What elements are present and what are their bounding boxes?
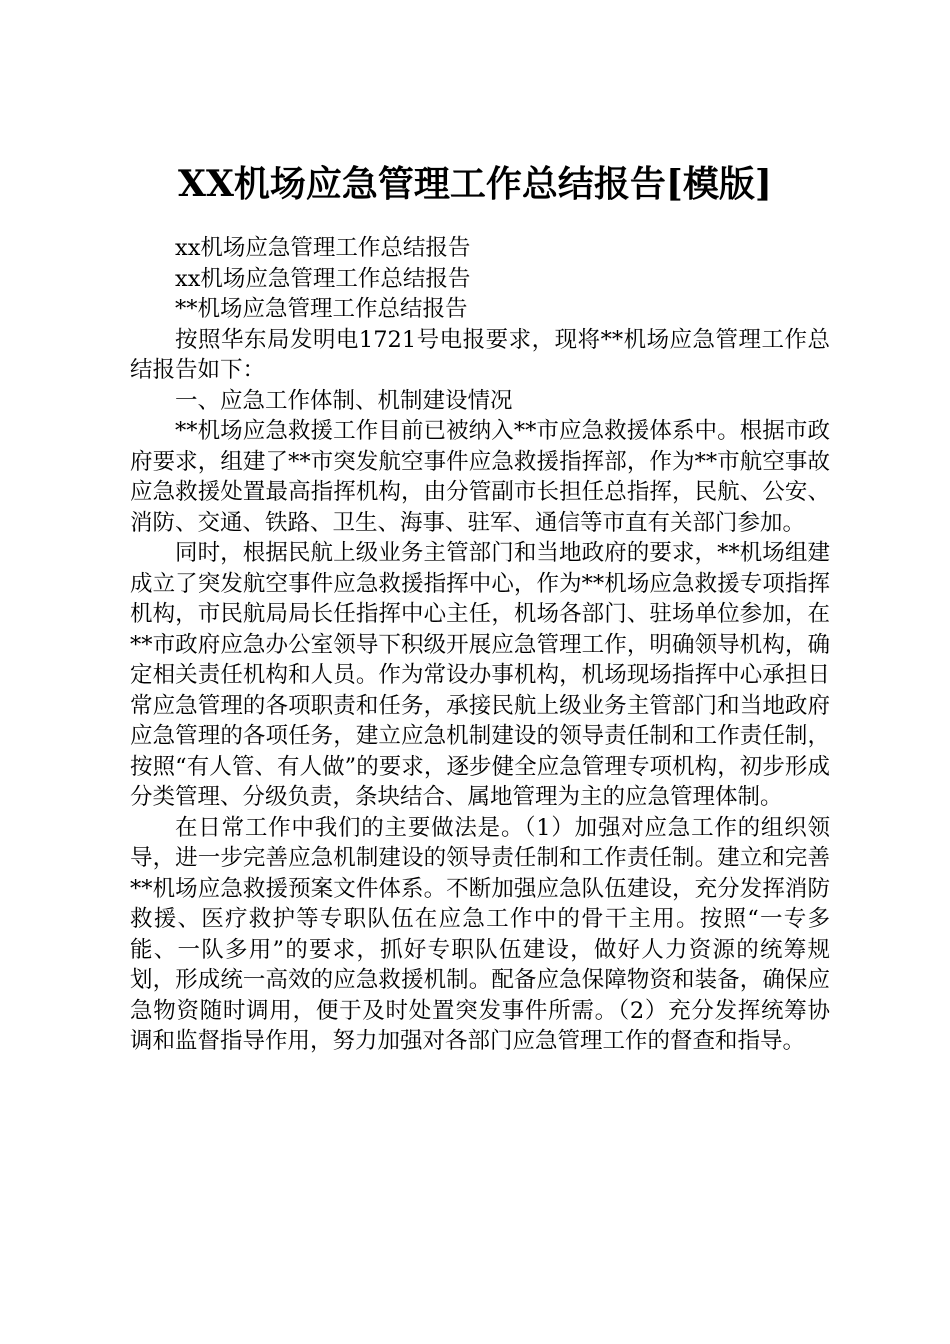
- body-paragraph: 在日常工作中我们的主要做法是。（1）加强对应急工作的组织领导，进一步完善应急机制建设的领导责任制和工作责任制。建立和完善**机场应急救援预案文件体系。不断加强应急队伍建设，充分发挥消防救援、医疗救护等专职队伍在应急工作中的骨干主用。按照“一专多能、一队多用”的要求，抓好专职队伍建设，做好人力资源的统筹规划，形成统一高效的应急救援机制。配备应急保障物资和装备，确保应急物资随时调用，便于及时处置突发事件所需。（2）充分发挥统筹协调和监督指导作用，努力加强对各部门应急管理工作的督查和指导。: [130, 814, 830, 1054]
- intro-paragraph: 按照华东局发明电1721号电报要求，现将**机场应急管理工作总结报告如下：: [130, 326, 830, 383]
- heading-line-1: xx机场应急管理工作总结报告: [175, 235, 471, 261]
- document-body: [130, 233, 830, 1057]
- body-paragraph: **机场应急救援工作目前已被纳入**市应急救援体系中。根据市政府要求，组建了**市突发航空事件应急救援指挥部，作为**市航空事故应急救援处置最高指挥机构，由分管副市长担任总指挥，民航、公安、消防、交通、铁路、卫生、海事、驻军、通信等市直有关部门参加。: [130, 418, 830, 536]
- document-title: XX机场应急管理工作总结报告[模版]: [178, 163, 772, 205]
- heading-line-3: **机场应急管理工作总结报告: [175, 296, 468, 322]
- section-heading-1: 一、应急工作体制、机制建设情况: [175, 387, 513, 414]
- body-paragraph: 同时，根据民航上级业务主管部门和当地政府的要求，**机场组建成立了突发航空事件应急救援指挥中心，作为**机场应急救援专项指挥机构，市民航局局长任指挥中心主任，机场各部门、驻场单位参加，在**市政府应急办公室领导下积级开展应急管理工作，明确领导机构，确定相关责任机构和人员。作为常设办事机构，机场现场指挥中心承担日常应急管理的各项职责和任务，承接民航上级业务主管部门和当地政府应急管理的各项任务，建立应急机制建设的领导责任制和工作责任制，按照“有人管、有人做”的要求，逐步健全应急管理专项机构，初步形成分类管理、分级负责，条块结合、属地管理为主的应急管理体制。: [130, 540, 830, 810]
- heading-line-2: xx机场应急管理工作总结报告: [175, 265, 471, 292]
